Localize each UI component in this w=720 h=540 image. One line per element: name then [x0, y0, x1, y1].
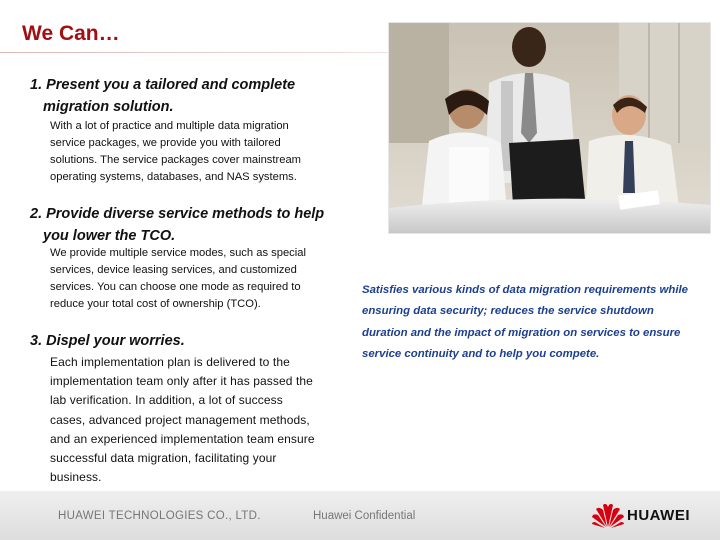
huawei-logo-text: HUAWEI — [627, 507, 690, 524]
huawei-logo — [591, 501, 711, 531]
section-1-heading-line1: 1. Present you a tailored and complete — [30, 77, 296, 93]
section-2-line: We provide multiple service modes, such as special — [50, 247, 306, 259]
footer-classification: Huawei Confidential — [313, 510, 416, 522]
section-3-line: and an experienced implementation team ensure — [50, 431, 315, 446]
section-3-heading — [30, 330, 185, 352]
section-3-line: successful data migration, facilitating your — [50, 451, 277, 466]
section-3-body — [50, 353, 315, 487]
section-1-line: service packages, we provide you with tailored — [50, 137, 281, 149]
footer-company: HUAWEI TECHNOLOGIES CO., LTD. — [58, 510, 261, 522]
caption-line: service continuity and to help you compete. — [362, 347, 600, 360]
section-3-line: lab verification. In addition, a lot of success — [50, 393, 283, 408]
section-3-line: business. — [50, 470, 102, 485]
photo-caption — [362, 280, 712, 365]
caption-line: ensuring data security; reduces the service shutdown — [362, 305, 654, 318]
section-3-line: cases, advanced project management methods, — [50, 412, 310, 427]
section-2-line: reduce your total cost of ownership (TCO). — [50, 298, 261, 310]
slide-title: We Can… — [22, 22, 120, 45]
huawei-petal-icon — [591, 501, 625, 529]
section-3-heading-line1: 3. Dispel your worries. — [30, 333, 185, 349]
section-1-heading — [30, 74, 295, 118]
section-1-heading-line2: migration solution. — [43, 99, 174, 115]
section-2-heading — [30, 203, 324, 247]
section-2-heading-line1: 2. Provide diverse service methods to help — [30, 206, 325, 222]
section-3-line: Each implementation plan is delivered to the — [50, 355, 290, 369]
caption-line: Satisfies various kinds of data migration requirements while — [362, 284, 688, 296]
section-1-line: With a lot of practice and multiple data migration — [50, 120, 289, 132]
section-1-line: solutions. The service packages cover mainstream — [50, 154, 302, 166]
meeting-illustration — [389, 23, 710, 233]
section-1-line: operating systems, databases, and NAS systems. — [50, 171, 297, 183]
section-2-heading-line2: you lower the TCO. — [43, 228, 176, 244]
business-meeting-photo — [388, 22, 711, 234]
section-3-line: implementation team only after it has passed the — [50, 374, 313, 389]
slide-footer — [0, 491, 720, 540]
section-1-body — [50, 118, 301, 186]
section-2-line: services, device leasing services, and customized — [50, 264, 297, 276]
section-2-body — [50, 245, 306, 313]
section-2-line: services. You can choose one mode as required to — [50, 281, 301, 293]
caption-line: duration and the impact of migration on services to ensure — [362, 326, 681, 339]
